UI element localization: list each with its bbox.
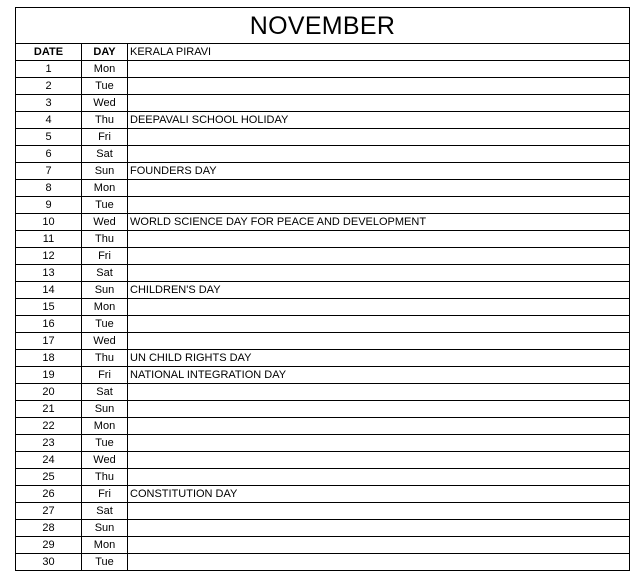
table-row [16,163,630,180]
date-cell: 26 [16,486,82,503]
table-row [16,537,630,554]
event-cell [128,418,630,435]
table-row [16,146,630,163]
day-cell: Sun [82,282,128,299]
table-row [16,214,630,231]
day-cell: Sat [82,503,128,520]
event-cell [128,554,630,571]
table-row [16,452,630,469]
day-column-header: DAY [82,44,128,61]
day-cell: Thu [82,112,128,129]
event-cell [128,537,630,554]
event-cell [128,452,630,469]
event-cell [128,146,630,163]
day-cell: Fri [82,129,128,146]
table-row [16,503,630,520]
date-cell: 6 [16,146,82,163]
date-cell: 1 [16,61,82,78]
date-cell: 22 [16,418,82,435]
day-cell: Mon [82,418,128,435]
day-cell: Sat [82,384,128,401]
table-row [16,316,630,333]
event-cell [128,129,630,146]
event-cell [128,520,630,537]
date-cell: 19 [16,367,82,384]
date-cell: 4 [16,112,82,129]
event-cell [128,316,630,333]
day-cell: Tue [82,554,128,571]
date-cell: 24 [16,452,82,469]
day-cell: Sun [82,401,128,418]
event-cell: NATIONAL INTEGRATION DAY [128,367,630,384]
event-cell [128,78,630,95]
table-row [16,180,630,197]
event-cell: CHILDREN'S DAY [128,282,630,299]
table-row [16,333,630,350]
day-cell: Mon [82,299,128,316]
calendar-sheet [15,7,630,571]
header-row [16,44,630,61]
event-cell [128,197,630,214]
event-cell: FOUNDERS DAY [128,163,630,180]
event-cell [128,435,630,452]
day-cell: Fri [82,367,128,384]
date-cell: 25 [16,469,82,486]
table-row [16,78,630,95]
table-row [16,248,630,265]
day-cell: Wed [82,452,128,469]
day-cell: Tue [82,78,128,95]
event-cell [128,231,630,248]
table-row [16,469,630,486]
month-title: NOVEMBER [249,11,396,40]
event-cell: CONSTITUTION DAY [128,486,630,503]
calendar-table [15,43,630,571]
day-cell: Sat [82,265,128,282]
date-cell: 16 [16,316,82,333]
table-row [16,265,630,282]
table-row [16,486,630,503]
table-row [16,231,630,248]
table-row [16,129,630,146]
event-cell: UN CHILD RIGHTS DAY [128,350,630,367]
date-cell: 15 [16,299,82,316]
date-cell: 28 [16,520,82,537]
date-column-header: DATE [16,44,82,61]
day-cell: Tue [82,435,128,452]
day-cell: Wed [82,214,128,231]
day-cell: Tue [82,316,128,333]
event-cell [128,333,630,350]
table-row [16,520,630,537]
day-cell: Mon [82,537,128,554]
date-cell: 8 [16,180,82,197]
event-cell [128,61,630,78]
event-cell: DEEPAVALI SCHOOL HOLIDAY [128,112,630,129]
table-row [16,384,630,401]
day-cell: Fri [82,248,128,265]
date-cell: 14 [16,282,82,299]
day-cell: Fri [82,486,128,503]
date-cell: 12 [16,248,82,265]
day-cell: Wed [82,333,128,350]
date-cell: 29 [16,537,82,554]
date-cell: 5 [16,129,82,146]
date-cell: 20 [16,384,82,401]
table-row [16,435,630,452]
day-cell: Mon [82,61,128,78]
date-cell: 21 [16,401,82,418]
table-row [16,367,630,384]
table-row [16,282,630,299]
table-row [16,350,630,367]
date-cell: 18 [16,350,82,367]
event-cell [128,180,630,197]
date-cell: 11 [16,231,82,248]
event-cell [128,401,630,418]
event-cell [128,384,630,401]
day-cell: Sat [82,146,128,163]
day-cell: Tue [82,197,128,214]
event-cell [128,299,630,316]
date-cell: 30 [16,554,82,571]
date-cell: 10 [16,214,82,231]
title-cell [15,7,630,43]
table-row [16,61,630,78]
table-row [16,418,630,435]
day-cell: Sun [82,520,128,537]
event-cell: WORLD SCIENCE DAY FOR PEACE AND DEVELOPMENT [128,214,630,231]
day-cell: Thu [82,350,128,367]
date-cell: 17 [16,333,82,350]
date-cell: 13 [16,265,82,282]
day-cell: Thu [82,231,128,248]
day-cell: Mon [82,180,128,197]
event-cell [128,469,630,486]
table-row [16,401,630,418]
day-cell: Sun [82,163,128,180]
table-row [16,299,630,316]
table-row [16,95,630,112]
event-cell [128,265,630,282]
table-row [16,112,630,129]
date-cell: 23 [16,435,82,452]
day-cell: Wed [82,95,128,112]
table-row [16,554,630,571]
calendar-rows [16,61,630,571]
date-cell: 2 [16,78,82,95]
date-cell: 27 [16,503,82,520]
event-cell [128,248,630,265]
date-cell: 3 [16,95,82,112]
event-column-header: KERALA PIRAVI [128,44,630,61]
day-cell: Thu [82,469,128,486]
event-cell [128,95,630,112]
date-cell: 9 [16,197,82,214]
date-cell: 7 [16,163,82,180]
event-cell [128,503,630,520]
table-row [16,197,630,214]
